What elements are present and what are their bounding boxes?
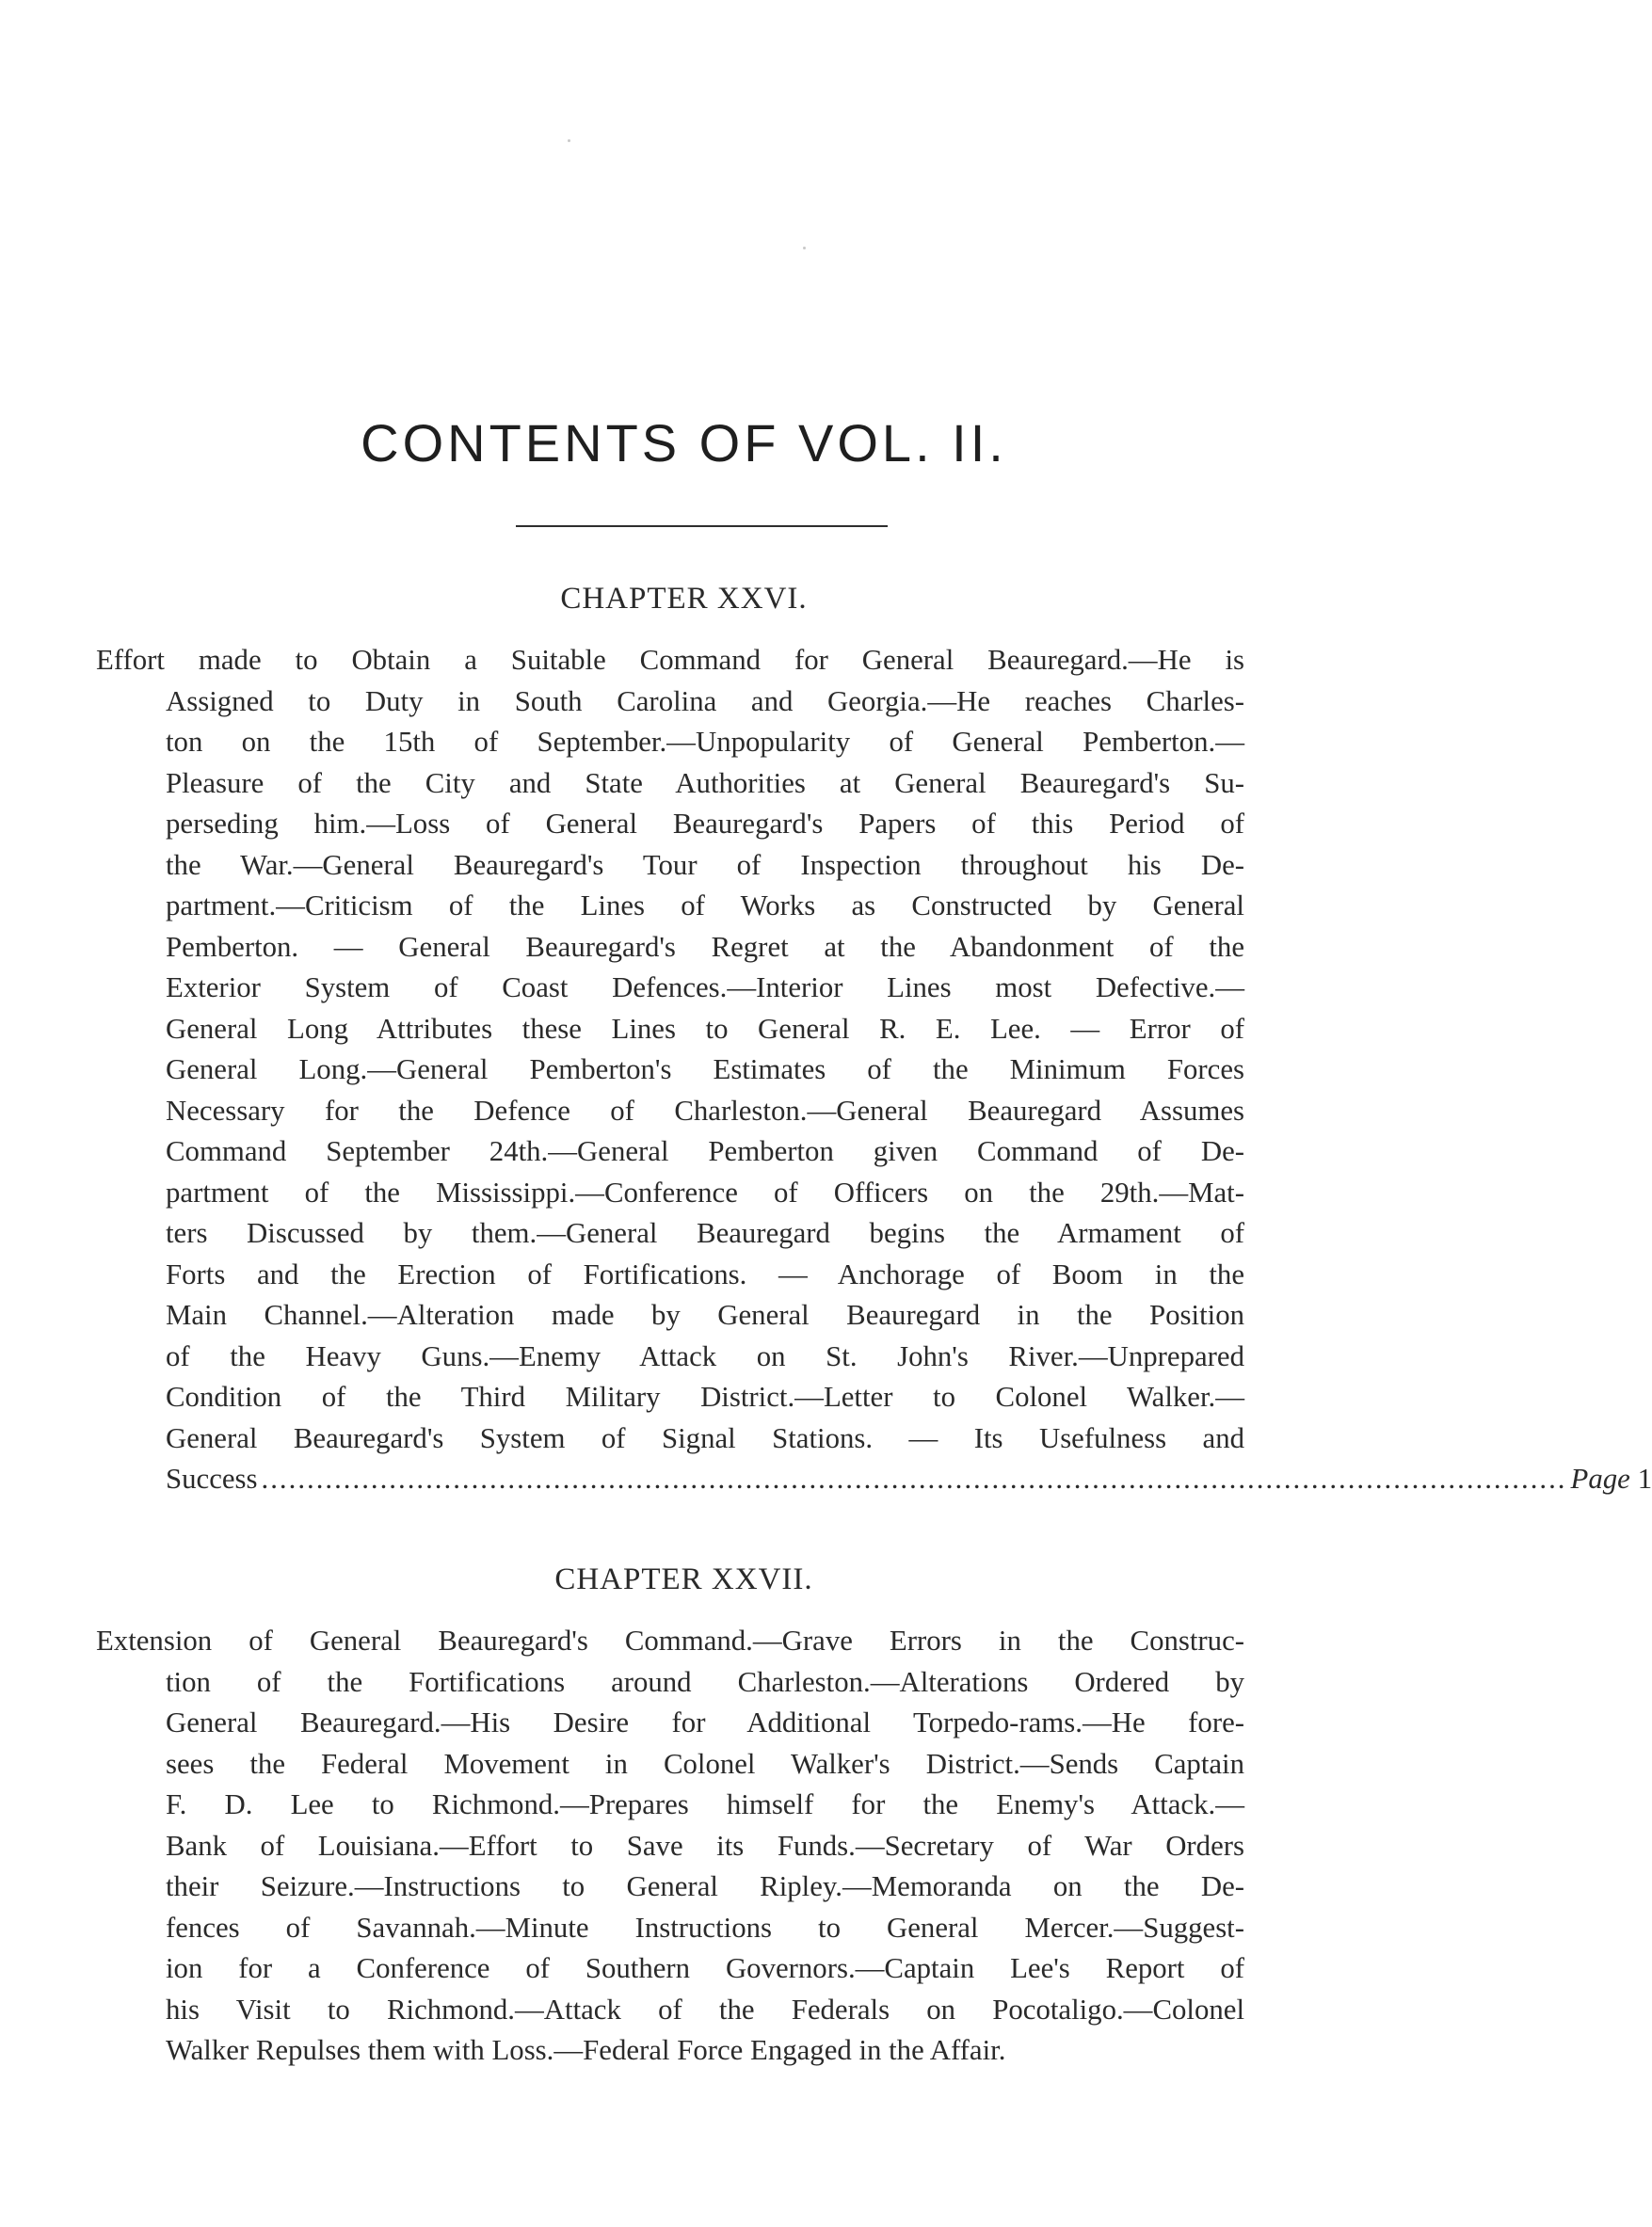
summary-line: fences of Savannah.—Minute Instructions to General Mercer.—Suggest- xyxy=(166,1911,1244,1944)
summary-line: Bank of Louisiana.—Effort to Save its Funds.—Secretary of War Orders xyxy=(166,1829,1244,1862)
summary-final-text: Success xyxy=(166,1463,258,1495)
summary-line: Command September 24th.—General Pemberton given Command of De- xyxy=(166,1135,1244,1167)
page-label: Page xyxy=(1570,1463,1630,1495)
page-speck xyxy=(568,139,570,142)
summary-line: Extension of General Beauregard's Command.—Grave Errors in the Construc- xyxy=(96,1625,1244,1657)
title-rule xyxy=(516,525,888,527)
summary-line: Necessary for the Defence of Charleston.—General Beauregard Assumes xyxy=(166,1094,1244,1127)
summary-line: of the Heavy Guns.—Enemy Attack on St. John's River.—Unprepared xyxy=(166,1339,1244,1372)
summary-line: Assigned to Duty in South Carolina and Georgia.—He reaches Charles- xyxy=(166,684,1244,717)
summary-line: ton on the 15th of September.—Unpopularity of General Pemberton.— xyxy=(166,726,1244,758)
dot-leader: ............................................................................................................................................... xyxy=(261,1463,1567,1495)
summary-line: Exterior System of Coast Defences.—Interior Lines most Defective.— xyxy=(166,971,1244,1003)
page-speck xyxy=(803,247,806,249)
summary-line: Walker Repulses them with Loss.—Federal Force Engaged in the Affair. xyxy=(166,2034,1006,2066)
summary-line: General Long Attributes these Lines to General R. E. Lee. — Error of xyxy=(166,1012,1244,1045)
chapter-heading: CHAPTER XXVII. xyxy=(554,1562,813,1596)
chapter-summary xyxy=(96,640,1652,1500)
summary-line: their Seizure.—Instructions to General Ripley.—Memoranda on the De- xyxy=(166,1870,1244,1902)
summary-line: General Beauregard.—His Desire for Additional Torpedo-rams.—He fore- xyxy=(166,1706,1244,1738)
chapter-heading: CHAPTER XXVI. xyxy=(560,582,808,616)
page-reference-line xyxy=(96,1459,1652,1500)
page-number: 1 xyxy=(1637,1463,1652,1495)
summary-line: tion of the Fortifications around Charleston.—Alterations Ordered by xyxy=(166,1665,1244,1698)
summary-line: perseding him.—Loss of General Beauregard's Papers of this Period of xyxy=(166,808,1244,840)
summary-line: ion for a Conference of Southern Governors.—Captain Lee's Report of xyxy=(166,1952,1244,1984)
summary-line: partment.—Criticism of the Lines of Works as Constructed by General xyxy=(166,889,1244,921)
chapter-summary xyxy=(96,1621,1244,2072)
summary-line: the War.—General Beauregard's Tour of Inspection throughout his De- xyxy=(166,848,1244,881)
summary-line: Forts and the Erection of Fortifications. — Anchorage of Boom in the xyxy=(166,1258,1244,1290)
summary-line: partment of the Mississippi.—Conference of Officers on the 29th.—Mat- xyxy=(166,1176,1244,1209)
summary-line: sees the Federal Movement in Colonel Walker's District.—Sends Captain xyxy=(166,1747,1244,1780)
summary-line: Pleasure of the City and State Authorities at General Beauregard's Su- xyxy=(166,766,1244,799)
summary-line: Main Channel.—Alteration made by General Beauregard in the Position xyxy=(166,1299,1244,1331)
summary-line: Condition of the Third Military District.—Letter to Colonel Walker.— xyxy=(166,1381,1244,1413)
summary-line: his Visit to Richmond.—Attack of the Federals on Pocotaligo.—Colonel xyxy=(166,1993,1244,2026)
summary-line: General Long.—General Pemberton's Estimates of the Minimum Forces xyxy=(166,1053,1244,1085)
summary-line: F. D. Lee to Richmond.—Prepares himself for the Enemy's Attack.— xyxy=(166,1788,1244,1820)
summary-line: Effort made to Obtain a Suitable Command for General Beauregard.—He is xyxy=(96,644,1244,676)
summary-line: Pemberton. — General Beauregard's Regret at the Abandonment of the xyxy=(166,930,1244,963)
page-title: CONTENTS OF VOL. II. xyxy=(361,413,1007,473)
summary-line: ters Discussed by them.—General Beauregard begins the Armament of xyxy=(166,1217,1244,1249)
summary-line: General Beauregard's System of Signal Stations. — Its Usefulness and xyxy=(166,1421,1244,1454)
